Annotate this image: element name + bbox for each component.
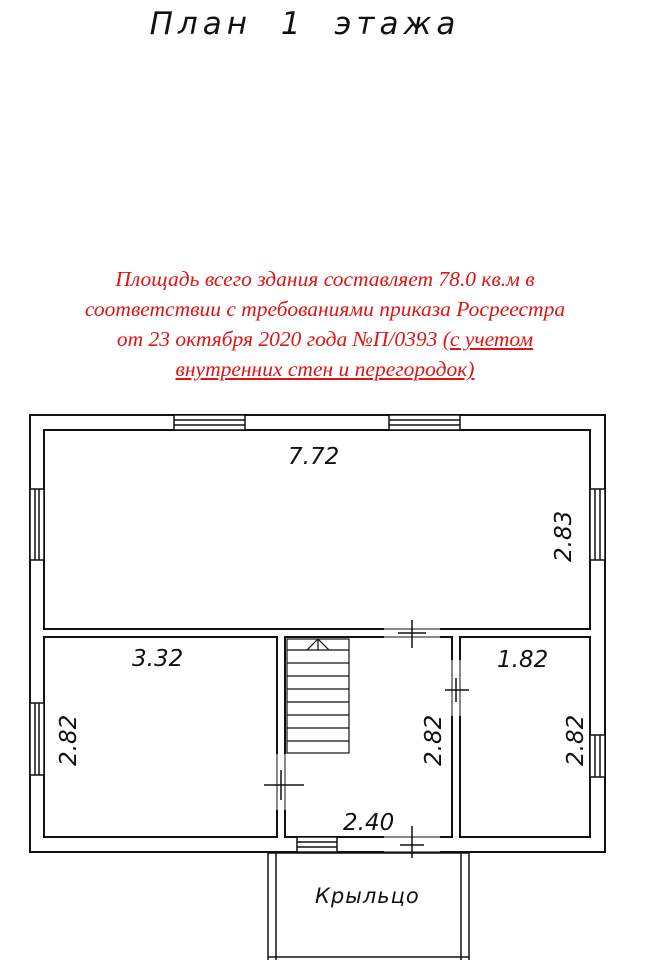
window-hall-bottom bbox=[297, 837, 337, 852]
dim-top-room-width: 7.72 bbox=[288, 444, 340, 470]
dim-right-room-width: 1.82 bbox=[497, 647, 549, 673]
window-top-right bbox=[389, 415, 460, 430]
window-left-upper bbox=[30, 489, 44, 560]
area-note-line-4: внутренних стен и перегородок) bbox=[175, 357, 475, 381]
dim-right-room-depth: 2.82 bbox=[563, 714, 589, 766]
dim-left-room-depth: 2.82 bbox=[56, 714, 82, 766]
area-note-line-1: Площадь всего здания составляет 78.0 кв.м в bbox=[115, 267, 535, 291]
dim-top-room-depth: 2.83 bbox=[551, 510, 577, 562]
window-top-left bbox=[174, 415, 245, 430]
staircase bbox=[287, 639, 349, 753]
porch-label: Крыльцо bbox=[315, 884, 420, 908]
area-note-line-3-text: от 23 октября 2020 года №П/0393 bbox=[116, 327, 443, 351]
window-right-upper bbox=[590, 489, 605, 560]
window-right-lower bbox=[590, 735, 605, 777]
area-note-line-3-underlined: (с учетом bbox=[442, 327, 534, 351]
page-title: План 1 этажа bbox=[149, 6, 461, 42]
window-left-lower bbox=[30, 703, 44, 775]
windows bbox=[30, 415, 605, 852]
dim-hall-depth: 2.82 bbox=[421, 714, 447, 766]
area-note-line-2: соответствии с требованиями приказа Росреестра bbox=[84, 297, 566, 321]
dim-hall-width: 2.40 bbox=[343, 810, 395, 836]
outer-wall bbox=[30, 415, 605, 852]
dim-left-room-width: 3.32 bbox=[132, 646, 184, 672]
